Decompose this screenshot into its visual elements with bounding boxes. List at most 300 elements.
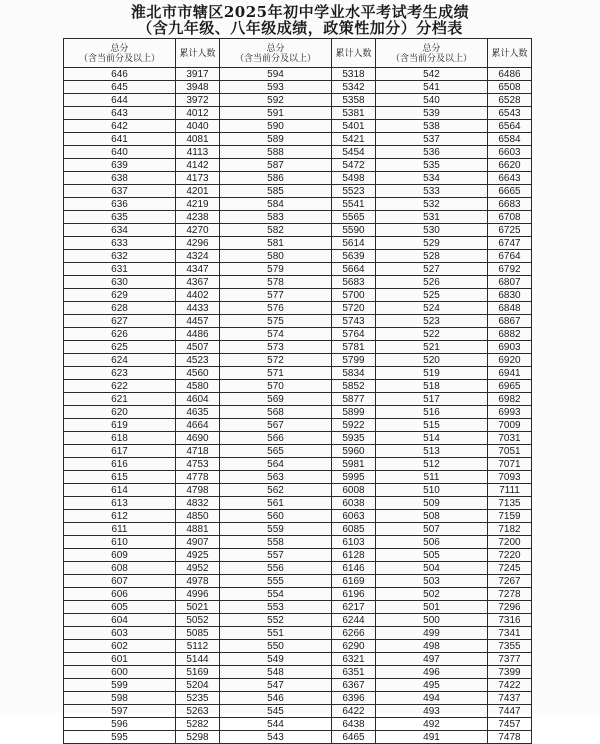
score-cell: 532 [376,198,488,211]
score-cell: 520 [376,354,488,367]
score-cell: 564 [220,458,332,471]
score-cell: 626 [64,328,176,341]
table-row [64,237,532,250]
score-cell: 558 [220,536,332,549]
count-cell: 7093 [488,471,532,484]
score-cell: 620 [64,406,176,419]
count-cell: 5472 [332,159,376,172]
score-cell: 596 [64,718,176,731]
count-cell: 5877 [332,393,376,406]
count-cell: 4753 [176,458,220,471]
count-cell: 5935 [332,432,376,445]
score-cell: 576 [220,302,332,315]
score-cell: 601 [64,653,176,666]
count-cell: 6993 [488,406,532,419]
table-header-row [64,39,532,68]
score-cell: 499 [376,627,488,640]
score-cell: 531 [376,211,488,224]
table-row [64,120,532,133]
score-cell: 551 [220,627,332,640]
score-cell: 544 [220,718,332,731]
score-cell: 643 [64,107,176,120]
score-cell: 591 [220,107,332,120]
score-cell: 575 [220,315,332,328]
score-cell: 525 [376,289,488,302]
score-cell: 504 [376,562,488,575]
score-cell: 517 [376,393,488,406]
score-cell: 614 [64,484,176,497]
table-row [64,653,532,666]
score-cell: 617 [64,445,176,458]
count-cell: 7159 [488,510,532,523]
score-cell: 644 [64,94,176,107]
score-cell: 524 [376,302,488,315]
count-cell: 6085 [332,523,376,536]
table-row [64,445,532,458]
score-cell: 536 [376,146,488,159]
count-cell: 4238 [176,211,220,224]
score-cell: 556 [220,562,332,575]
count-cell: 4324 [176,250,220,263]
score-cell: 570 [220,380,332,393]
count-cell: 4040 [176,120,220,133]
score-cell: 541 [376,81,488,94]
count-cell: 4523 [176,354,220,367]
count-cell: 6564 [488,120,532,133]
count-cell: 5144 [176,653,220,666]
score-cell: 501 [376,601,488,614]
score-cell: 515 [376,419,488,432]
score-cell: 526 [376,276,488,289]
count-cell: 5498 [332,172,376,185]
table-row [64,549,532,562]
table-row [64,263,532,276]
count-cell: 6244 [332,614,376,627]
score-cell: 613 [64,497,176,510]
count-cell: 6103 [332,536,376,549]
score-cell: 589 [220,133,332,146]
table-row [64,146,532,159]
count-cell: 6543 [488,107,532,120]
count-cell: 5834 [332,367,376,380]
table-row [64,68,532,81]
score-cell: 502 [376,588,488,601]
score-cell: 608 [64,562,176,575]
count-cell: 3917 [176,68,220,81]
table-row [64,614,532,627]
count-cell: 6603 [488,146,532,159]
header-score-3: 总分 （含当前分及以上） [376,39,488,68]
table-row [64,250,532,263]
table-row [64,419,532,432]
count-cell: 7278 [488,588,532,601]
score-cell: 638 [64,172,176,185]
count-cell: 4925 [176,549,220,562]
header-score-1: 总分 （含当前分及以上） [64,39,176,68]
score-cell: 506 [376,536,488,549]
score-cell: 600 [64,666,176,679]
score-cell: 602 [64,640,176,653]
score-cell: 633 [64,237,176,250]
score-cell: 559 [220,523,332,536]
score-cell: 645 [64,81,176,94]
score-cell: 577 [220,289,332,302]
score-cell: 578 [220,276,332,289]
count-cell: 6396 [332,692,376,705]
count-cell: 6620 [488,159,532,172]
score-cell: 539 [376,107,488,120]
count-cell: 6063 [332,510,376,523]
count-cell: 6351 [332,666,376,679]
score-cell: 498 [376,640,488,653]
table-row [64,380,532,393]
score-cell: 610 [64,536,176,549]
table-row [64,432,532,445]
score-cell: 632 [64,250,176,263]
count-cell: 5852 [332,380,376,393]
count-cell: 4433 [176,302,220,315]
score-cell: 503 [376,575,488,588]
score-cell: 537 [376,133,488,146]
score-cell: 609 [64,549,176,562]
count-cell: 6508 [488,81,532,94]
score-cell: 581 [220,237,332,250]
header-count-3: 累计人数 [488,39,532,68]
count-cell: 5639 [332,250,376,263]
score-cell: 616 [64,458,176,471]
count-cell: 4486 [176,328,220,341]
score-cell: 527 [376,263,488,276]
table-row [64,627,532,640]
count-cell: 4142 [176,159,220,172]
score-cell: 621 [64,393,176,406]
score-cell: 514 [376,432,488,445]
count-cell: 5421 [332,133,376,146]
score-cell: 618 [64,432,176,445]
score-cell: 505 [376,549,488,562]
count-cell: 4664 [176,419,220,432]
score-cell: 642 [64,120,176,133]
count-cell: 4507 [176,341,220,354]
score-cell: 492 [376,718,488,731]
score-cell: 611 [64,523,176,536]
count-cell: 6367 [332,679,376,692]
count-cell: 5263 [176,705,220,718]
count-cell: 4296 [176,237,220,250]
table-row [64,159,532,172]
score-cell: 584 [220,198,332,211]
score-cell: 628 [64,302,176,315]
table-row [64,406,532,419]
count-cell: 5981 [332,458,376,471]
score-cell: 510 [376,484,488,497]
score-cell: 512 [376,458,488,471]
count-cell: 5960 [332,445,376,458]
count-cell: 5401 [332,120,376,133]
score-cell: 560 [220,510,332,523]
table-row [64,471,532,484]
count-cell: 6584 [488,133,532,146]
score-cell: 518 [376,380,488,393]
table-row [64,588,532,601]
score-cell: 615 [64,471,176,484]
count-cell: 4402 [176,289,220,302]
score-cell: 637 [64,185,176,198]
table-row [64,718,532,731]
score-cell: 552 [220,614,332,627]
count-cell: 5995 [332,471,376,484]
score-cell: 555 [220,575,332,588]
score-cell: 528 [376,250,488,263]
count-cell: 7135 [488,497,532,510]
count-cell: 7355 [488,640,532,653]
score-cell: 534 [376,172,488,185]
table-row [64,523,532,536]
count-cell: 7316 [488,614,532,627]
count-cell: 5204 [176,679,220,692]
table-row [64,393,532,406]
table-row [64,484,532,497]
count-cell: 7478 [488,731,532,744]
score-cell: 500 [376,614,488,627]
count-cell: 5282 [176,718,220,731]
score-cell: 571 [220,367,332,380]
table-row [64,302,532,315]
count-cell: 3972 [176,94,220,107]
score-cell: 599 [64,679,176,692]
count-cell: 6038 [332,497,376,510]
count-cell: 5664 [332,263,376,276]
table-row [64,354,532,367]
count-cell: 6643 [488,172,532,185]
count-cell: 6683 [488,198,532,211]
count-cell: 4850 [176,510,220,523]
score-cell: 548 [220,666,332,679]
score-cell: 585 [220,185,332,198]
count-cell: 4113 [176,146,220,159]
count-cell: 5922 [332,419,376,432]
header-count-2: 累计人数 [332,39,376,68]
score-cell: 572 [220,354,332,367]
count-cell: 4690 [176,432,220,445]
score-cell: 516 [376,406,488,419]
count-cell: 5799 [332,354,376,367]
score-cell: 562 [220,484,332,497]
count-cell: 4347 [176,263,220,276]
table-row [64,328,532,341]
score-cell: 619 [64,419,176,432]
count-cell: 4907 [176,536,220,549]
count-cell: 6266 [332,627,376,640]
score-cell: 521 [376,341,488,354]
score-cell: 563 [220,471,332,484]
score-cell: 493 [376,705,488,718]
count-cell: 6465 [332,731,376,744]
table-row [64,640,532,653]
count-cell: 5381 [332,107,376,120]
count-cell: 4270 [176,224,220,237]
score-cell: 635 [64,211,176,224]
count-cell: 5454 [332,146,376,159]
count-cell: 6965 [488,380,532,393]
score-cell: 508 [376,510,488,523]
score-cell: 495 [376,679,488,692]
count-cell: 4367 [176,276,220,289]
score-cell: 604 [64,614,176,627]
count-cell: 5021 [176,601,220,614]
table-row [64,172,532,185]
count-cell: 7182 [488,523,532,536]
score-cell: 549 [220,653,332,666]
score-cell: 509 [376,497,488,510]
table-row [64,601,532,614]
score-cell: 582 [220,224,332,237]
count-cell: 6665 [488,185,532,198]
table-row [64,575,532,588]
header-score-2: 总分 （含当前分及以上） [220,39,332,68]
score-cell: 631 [64,263,176,276]
table-row [64,133,532,146]
table-row [64,94,532,107]
count-cell: 7341 [488,627,532,640]
count-cell: 4580 [176,380,220,393]
count-cell: 7422 [488,679,532,692]
count-cell: 4201 [176,185,220,198]
count-cell: 7031 [488,432,532,445]
score-cell: 627 [64,315,176,328]
table-body [64,68,532,744]
header-count-1: 累计人数 [176,39,220,68]
count-cell: 6290 [332,640,376,653]
score-cell: 522 [376,328,488,341]
count-cell: 6747 [488,237,532,250]
score-cell: 533 [376,185,488,198]
score-cell: 629 [64,289,176,302]
count-cell: 5298 [176,731,220,744]
score-cell: 545 [220,705,332,718]
score-cell: 574 [220,328,332,341]
score-cell: 543 [220,731,332,744]
score-cell: 594 [220,68,332,81]
count-cell: 5565 [332,211,376,224]
score-cell: 605 [64,601,176,614]
score-cell: 641 [64,133,176,146]
count-cell: 6903 [488,341,532,354]
table-row [64,367,532,380]
table-row [64,666,532,679]
score-cell: 568 [220,406,332,419]
score-cell: 625 [64,341,176,354]
count-cell: 4778 [176,471,220,484]
count-cell: 7457 [488,718,532,731]
table-row [64,510,532,523]
score-cell: 624 [64,354,176,367]
count-cell: 5700 [332,289,376,302]
count-cell: 4173 [176,172,220,185]
count-cell: 6008 [332,484,376,497]
count-cell: 4604 [176,393,220,406]
score-cell: 540 [376,94,488,107]
count-cell: 5358 [332,94,376,107]
score-cell: 513 [376,445,488,458]
count-cell: 5085 [176,627,220,640]
count-cell: 4798 [176,484,220,497]
count-cell: 6882 [488,328,532,341]
score-cell: 597 [64,705,176,718]
score-cell: 590 [220,120,332,133]
table-row [64,224,532,237]
count-cell: 6217 [332,601,376,614]
table-row [64,341,532,354]
count-cell: 5781 [332,341,376,354]
count-cell: 5112 [176,640,220,653]
count-cell: 6528 [488,94,532,107]
count-cell: 4081 [176,133,220,146]
score-cell: 640 [64,146,176,159]
score-cell: 523 [376,315,488,328]
count-cell: 6321 [332,653,376,666]
count-cell: 7437 [488,692,532,705]
count-cell: 7111 [488,484,532,497]
count-cell: 7009 [488,419,532,432]
table-row [64,536,532,549]
document-title-line2: （含九年级、八年级成绩，政策性加分）分档表 [137,19,463,37]
score-cell: 519 [376,367,488,380]
score-cell: 603 [64,627,176,640]
count-cell: 5614 [332,237,376,250]
count-cell: 7267 [488,575,532,588]
count-cell: 5899 [332,406,376,419]
count-cell: 5523 [332,185,376,198]
count-cell: 5720 [332,302,376,315]
score-cell: 573 [220,341,332,354]
count-cell: 7377 [488,653,532,666]
score-cell: 561 [220,497,332,510]
count-cell: 6128 [332,549,376,562]
score-cell: 550 [220,640,332,653]
count-cell: 5683 [332,276,376,289]
score-cell: 507 [376,523,488,536]
score-cell: 580 [220,250,332,263]
count-cell: 6725 [488,224,532,237]
count-cell: 5764 [332,328,376,341]
count-cell: 5342 [332,81,376,94]
table-row [64,679,532,692]
count-cell: 6196 [332,588,376,601]
score-cell: 554 [220,588,332,601]
score-cell: 630 [64,276,176,289]
count-cell: 5318 [332,68,376,81]
count-cell: 4718 [176,445,220,458]
table-row [64,315,532,328]
score-cell: 598 [64,692,176,705]
count-cell: 4012 [176,107,220,120]
score-cell: 606 [64,588,176,601]
table-row [64,289,532,302]
score-cell: 634 [64,224,176,237]
table-row [64,497,532,510]
count-cell: 7296 [488,601,532,614]
score-cell: 588 [220,146,332,159]
count-cell: 4457 [176,315,220,328]
count-cell: 7051 [488,445,532,458]
score-cell: 612 [64,510,176,523]
score-cell: 547 [220,679,332,692]
score-cell: 538 [376,120,488,133]
score-cell: 535 [376,159,488,172]
score-cell: 579 [220,263,332,276]
count-cell: 4881 [176,523,220,536]
